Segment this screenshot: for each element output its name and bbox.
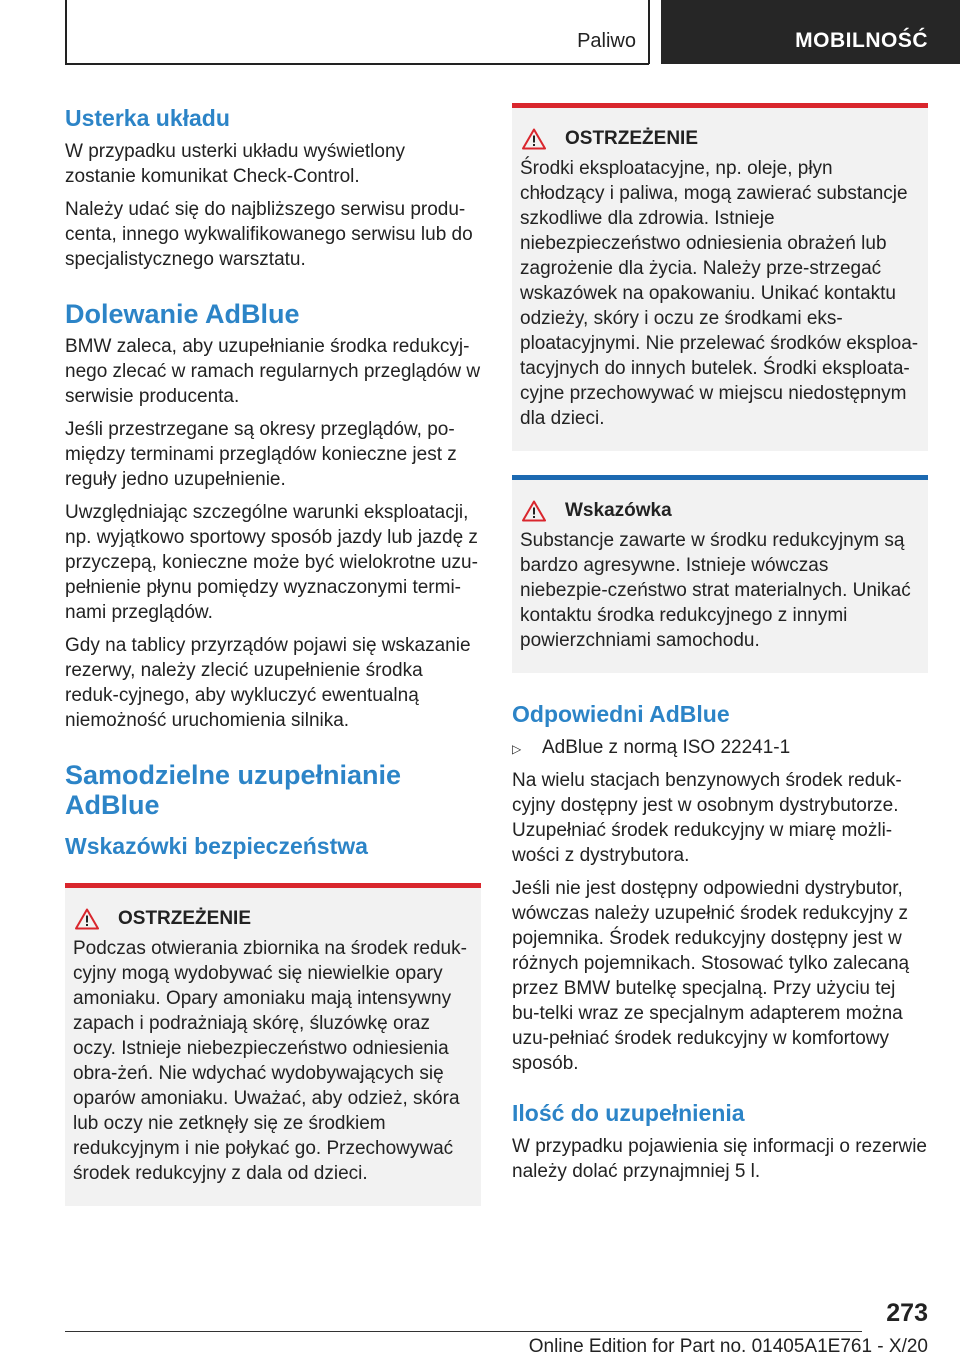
warning-box-header: [520, 126, 920, 151]
paragraph-dolewanie-1: BMW zaleca, aby uzupełnianie środka redukcyj‐nego zlecać w ramach regularnych przeglądów w serwisie producenta.: [65, 336, 481, 407]
list-item-text: AdBlue z normą ISO 22241-1: [542, 737, 791, 758]
note-triangle-icon: [522, 500, 546, 522]
paragraph-odpowiedni-1: Na wielu stacjach benzynowych środek reduk‐cyjny dostępny jest w osobnym dystrybutorze. Uzupełniać środek redukcyjny w miarę możli‐wości z dystrybutora.: [512, 770, 902, 866]
paragraph-odpowiedni-2: Jeśli nie jest dostępny odpowiedni dystrybutor, wówczas należy uzupełnić środek redukcyjny z pojemnika. Środek redukcyjny dostępny jest w różnych pojemnikach. Stosować tylko zalecaną przez BMW butelkę specjalną. Przy użyciu tej bu‐telki wraz ze specjalnym adapterem można uzu‐pełniać środek redukcyjny w komfortowy sposób.: [512, 878, 910, 1074]
warning-text: Środki eksploatacyjne, np. oleje, płyn chłodzący i paliwa, mogą zawierać substancje szkodliwe dla zdrowia. Istnieje niebezpieczeństwo odniesienia obrażeń lub zagrożenie dla życia. Należy prze‐strzegać wskazówek na opakowaniu. Unikać kontaktu odzieży, skóry i oczu ze środkami eks‐ploatacyjnymi. Nie przelewać środków eksploa‐tacyjnych do innych butelek. Środki eksploata‐cyjne przechowywać w miejscu niedostępnym dla dzieci.: [520, 158, 919, 429]
paragraph-usterka-1: W przypadku usterki układu wyświetlony zostanie komunikat Check-Control.: [65, 141, 406, 187]
warning-triangle-icon: [75, 908, 99, 930]
paragraph-dolewanie-2: Jeśli przestrzegane są okresy przeglądów, po‐między terminami przeglądów konieczne jest z reguły jedno uzupełnienie.: [65, 419, 457, 490]
header-rule-left: [65, 0, 67, 64]
note-box-header: [520, 498, 920, 523]
heading-usterka: Usterka układu: [65, 105, 230, 131]
warning-box-header: [73, 906, 473, 931]
header-section-title: Paliwo: [577, 30, 636, 52]
paragraph-dolewanie-3: Uwzględniając szczególne warunki eksploatacji, np. wyjątkowo sportowy sposób jazdy lub jazdę z przyczepą, konieczne może być wielokrotne uzu‐pełnienie płynu pomiędzy wyznaczonymi termi‐nami przeglądów.: [65, 502, 478, 623]
paragraph-usterka-2: Należy udać się do najbliższego serwisu produ‐centa, innego wykwalifikowanego serwisu lub do specjalistycznego warsztatu.: [65, 199, 473, 270]
note-text: Substancje zawarte w środku redukcyjnym są bardzo agresywne. Istnieje wówczas niebezpie‐czeństwo strat materialnych. Unikać kontaktu środka redukcyjnego z innymi powierzchniami samochodu.: [520, 530, 911, 651]
paragraph-dolewanie-4: Gdy na tablicy przyrządów pojawi się wskazanie rezerwy, należy zlecić uzupełnienie środka reduk‐cyjnego, aby wykluczyć ewentualną niemożność uruchomienia silnika.: [65, 635, 471, 731]
warning-title: OSTRZEŻENIE: [565, 128, 699, 149]
warning-text: Podczas otwierania zbiornika na środek reduk‐cyjny mogą wydobywać się niewielkie opary amoniaku. Opary amoniaku mają intensywny zapach i podrażniają skórę, śluzówkę oraz oczy. Istnieje niebezpieczeństwo odniesienia obra‐żeń. Nie wdychać wydobywających się oparów amoniaku. Uważać, aby odzież, skóra lub oczy nie zetknęły się ze środkiem redukcyjnym i nie połykać go. Przechowywać środek redukcyjny z dala od dzieci.: [73, 938, 467, 1184]
footer-edition: Online Edition for Part no. 01405A1E761 - X/20: [528, 1336, 928, 1357]
warning-title: OSTRZEŻENIE: [118, 908, 252, 929]
note-box-materials: [512, 475, 928, 673]
warning-box-fluids: [512, 103, 928, 451]
heading-wskazowki-bezpieczenstwa: Wskazówki bezpieczeństwa: [65, 833, 368, 859]
list-item: [512, 735, 928, 762]
bullet-triangle-icon: ▷: [512, 742, 522, 756]
header-chapter-tab: MOBILNOŚĆ: [661, 0, 960, 64]
page-number: 273: [886, 1299, 928, 1327]
note-title: Wskazówka: [565, 500, 672, 521]
footer-rule: [65, 1331, 862, 1332]
paragraph-ilosc: W przypadku pojawienia się informacji o rezerwie należy dolać przynajmniej 5 l.: [512, 1136, 928, 1182]
warning-box-ammonia: [65, 883, 481, 1206]
heading-ilosc: Ilość do uzupełnienia: [512, 1100, 745, 1126]
right-column: [512, 103, 928, 1184]
header-rule-bottom: [65, 63, 649, 65]
heading-dolewanie: Dolewanie AdBlue: [65, 299, 300, 329]
heading-odpowiedni: Odpowiedni AdBlue: [512, 701, 730, 727]
header-rule-right: [648, 0, 650, 64]
heading-samodzielne: Samodzielne uzupełnianie AdBlue: [65, 760, 402, 820]
warning-triangle-icon: [522, 128, 546, 150]
left-column: [65, 100, 481, 1206]
